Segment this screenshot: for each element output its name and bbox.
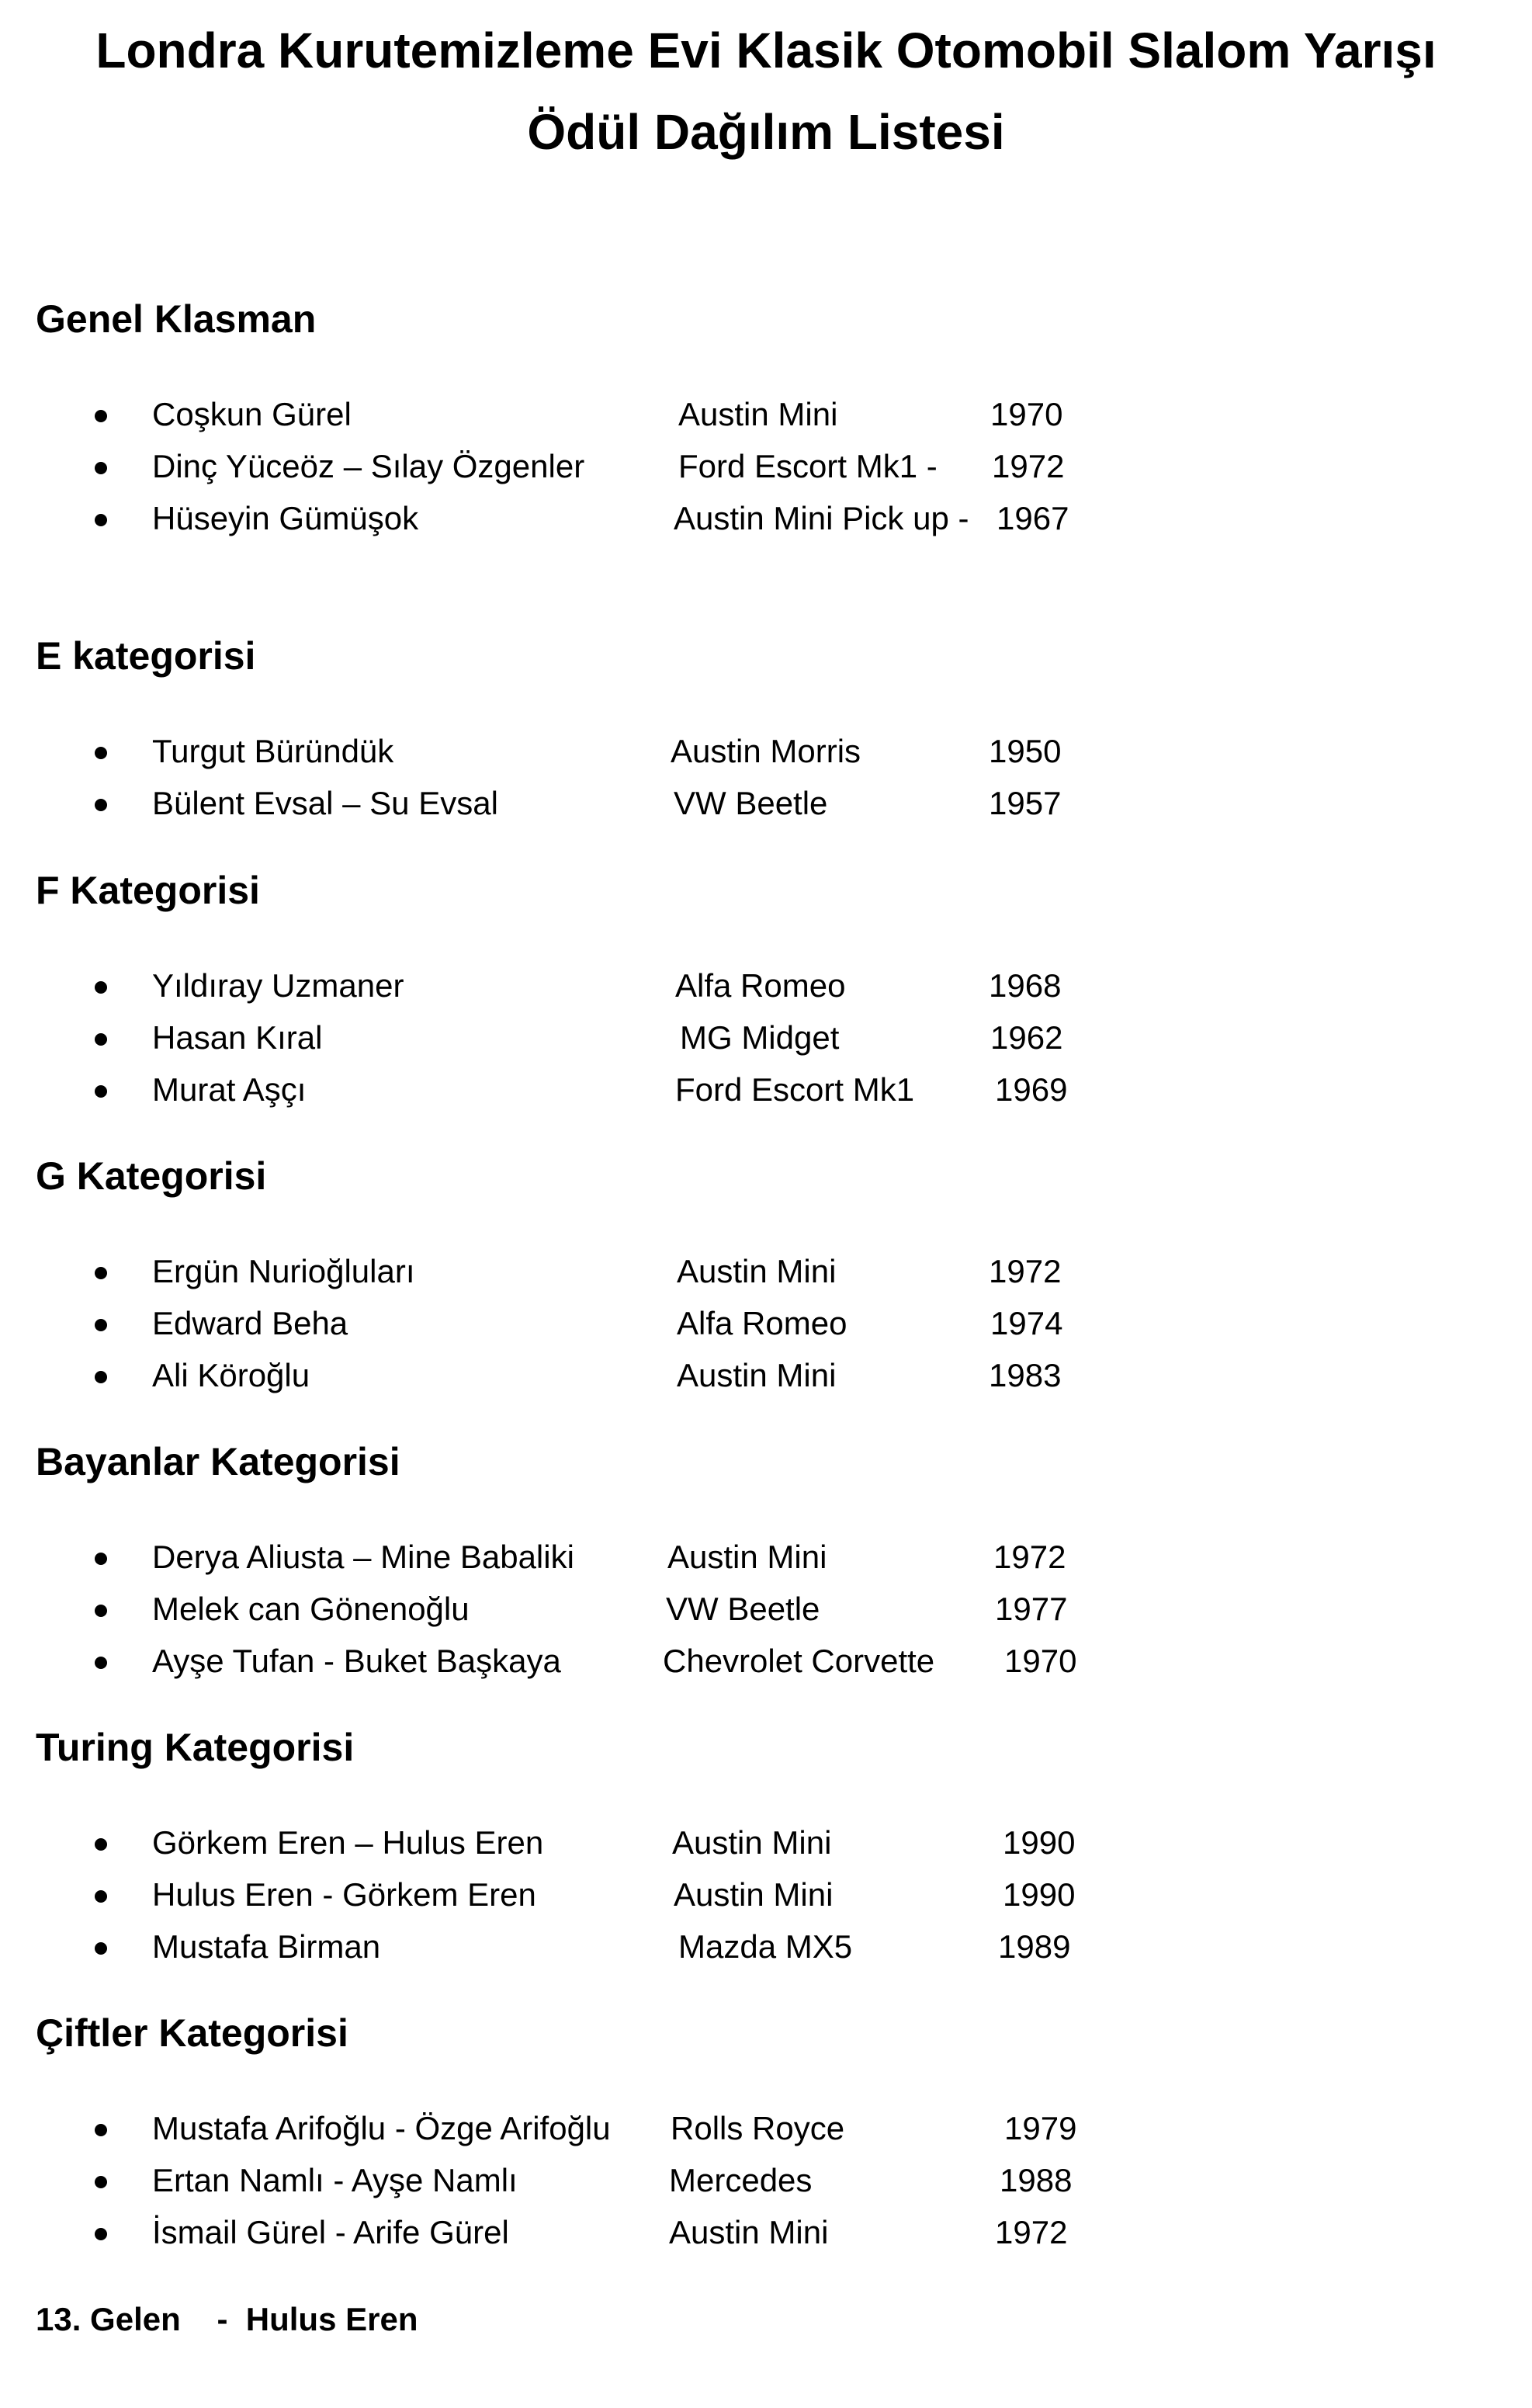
car-model: Rolls Royce	[671, 2110, 845, 2146]
car-year: 1957	[989, 785, 1062, 821]
car-year: 1950	[989, 733, 1062, 769]
list-item	[0, 2157, 1532, 2204]
list-item	[0, 2105, 1532, 2152]
car-year: 1977	[995, 1591, 1068, 1627]
car-model: Austin Mini	[667, 1539, 827, 1575]
list-item	[0, 1924, 1532, 1970]
car-year: 1979	[1004, 2110, 1077, 2146]
list-item	[0, 1300, 1532, 1347]
document-title-line-2: Ödül Dağılım Listesi	[527, 104, 1005, 160]
entrant-name: Hulus Eren - Görkem Eren	[152, 1876, 536, 1913]
entrant-name: Mustafa Birman	[152, 1928, 381, 1965]
car-model: Ford Escort Mk1	[675, 1071, 915, 1108]
bullet-icon	[95, 747, 107, 759]
list-item	[0, 495, 1532, 542]
list-item	[0, 1067, 1532, 1113]
car-year: 1990	[1003, 1876, 1076, 1913]
bullet-icon	[95, 2124, 107, 2136]
car-year: 1968	[989, 967, 1062, 1004]
list-item	[0, 780, 1532, 827]
car-model: Austin Mini	[678, 396, 838, 432]
car-year: 1962	[990, 1019, 1063, 1056]
entrant-name: Dinç Yüceöz – Sılay Özgenler	[152, 448, 585, 484]
bullet-icon	[95, 514, 107, 526]
bullet-icon	[95, 1942, 107, 1955]
bullet-icon	[95, 462, 107, 474]
car-model: MG Midget	[680, 1019, 840, 1056]
section-heading-e-kategorisi: E kategorisi	[36, 634, 256, 678]
bullet-icon	[95, 410, 107, 422]
bullet-icon	[95, 2176, 107, 2188]
car-model: Austin Morris	[671, 733, 861, 769]
section-heading-turing-kategorisi: Turing Kategorisi	[36, 1726, 355, 1769]
list-item	[0, 1638, 1532, 1685]
entrant-name: Melek can Gönenoğlu	[152, 1591, 470, 1627]
bullet-icon	[95, 1033, 107, 1046]
entrant-name: Hüseyin Gümüşok	[152, 500, 419, 536]
section-heading-bayanlar-kategorisi: Bayanlar Kategorisi	[36, 1440, 400, 1483]
car-model: Ford Escort Mk1 -	[678, 448, 938, 484]
list-item	[0, 1586, 1532, 1633]
list-item	[0, 391, 1532, 438]
entrant-name: Turgut Büründük	[152, 733, 394, 769]
entrant-name: Görkem Eren – Hulus Eren	[152, 1824, 544, 1861]
bullet-icon	[95, 1657, 107, 1669]
bullet-icon	[95, 1553, 107, 1565]
car-model: Austin Mini	[677, 1253, 837, 1289]
list-item	[0, 443, 1532, 490]
car-year: 1972	[992, 448, 1065, 484]
entrant-name: Ali Köroğlu	[152, 1357, 310, 1393]
entrant-name: İsmail Gürel - Arife Gürel	[152, 2214, 509, 2250]
section-heading-g-kategorisi: G Kategorisi	[36, 1154, 267, 1198]
entrant-name: Hasan Kıral	[152, 1019, 323, 1056]
car-year: 1974	[990, 1305, 1063, 1341]
car-year: 1983	[989, 1357, 1062, 1393]
car-year: 1988	[1000, 2162, 1073, 2198]
list-item	[0, 1248, 1532, 1295]
list-item	[0, 1352, 1532, 1399]
entrant-name: Mustafa Arifoğlu - Özge Arifoğlu	[152, 2110, 611, 2146]
list-item	[0, 963, 1532, 1009]
bullet-icon	[95, 799, 107, 811]
car-year: 1972	[989, 1253, 1062, 1289]
car-model: Austin Mini Pick up -	[674, 500, 969, 536]
footer-13th-place: 13. Gelen - Hulus Eren	[36, 2301, 418, 2337]
entrant-name: Ayşe Tufan - Buket Başkaya	[152, 1643, 561, 1679]
car-model: Chevrolet Corvette	[663, 1643, 935, 1679]
list-item	[0, 1534, 1532, 1580]
car-model: Austin Mini	[669, 2214, 829, 2250]
bullet-icon	[95, 1267, 107, 1279]
list-item	[0, 1820, 1532, 1866]
entrant-name: Derya Aliusta – Mine Babaliki	[152, 1539, 574, 1575]
car-model: Austin Mini	[674, 1876, 834, 1913]
entrant-name: Yıldıray Uzmaner	[152, 967, 404, 1004]
entrant-name: Murat Aşçı	[152, 1071, 307, 1108]
car-year: 1972	[993, 1539, 1066, 1575]
entrant-name: Ertan Namlı - Ayşe Namlı	[152, 2162, 518, 2198]
list-item	[0, 1015, 1532, 1061]
list-item	[0, 728, 1532, 775]
bullet-icon	[95, 1085, 107, 1098]
car-model: Austin Mini	[677, 1357, 837, 1393]
car-year: 1969	[995, 1071, 1068, 1108]
car-model: Austin Mini	[672, 1824, 832, 1861]
car-model: VW Beetle	[674, 785, 828, 821]
bullet-icon	[95, 1319, 107, 1331]
car-year: 1967	[996, 500, 1069, 536]
section-heading-ciftler-kategorisi: Çiftler Kategorisi	[36, 2011, 348, 2055]
car-model: Mercedes	[669, 2162, 813, 2198]
entrant-name: Ergün Nurioğluları	[152, 1253, 415, 1289]
car-model: Mazda MX5	[678, 1928, 853, 1965]
document-title-line-1: Londra Kurutemizleme Evi Klasik Otomobil Slalom Yarışı	[95, 23, 1437, 78]
car-year: 1990	[1003, 1824, 1076, 1861]
bullet-icon	[95, 1605, 107, 1617]
entrant-name: Bülent Evsal – Su Evsal	[152, 785, 498, 821]
car-year: 1970	[990, 396, 1063, 432]
list-item	[0, 1872, 1532, 1918]
bullet-icon	[95, 2228, 107, 2240]
car-year: 1972	[995, 2214, 1068, 2250]
car-model: VW Beetle	[666, 1591, 820, 1627]
list-item	[0, 2209, 1532, 2256]
car-year: 1970	[1004, 1643, 1077, 1679]
bullet-icon	[95, 1890, 107, 1903]
bullet-icon	[95, 1371, 107, 1383]
car-model: Alfa Romeo	[675, 967, 846, 1004]
bullet-icon	[95, 981, 107, 994]
section-heading-genel-klasman: Genel Klasman	[36, 297, 317, 341]
section-heading-f-kategorisi: F Kategorisi	[36, 869, 260, 912]
entrant-name: Coşkun Gürel	[152, 396, 352, 432]
bullet-icon	[95, 1838, 107, 1851]
entrant-name: Edward Beha	[152, 1305, 348, 1341]
car-model: Alfa Romeo	[677, 1305, 847, 1341]
car-year: 1989	[998, 1928, 1071, 1965]
